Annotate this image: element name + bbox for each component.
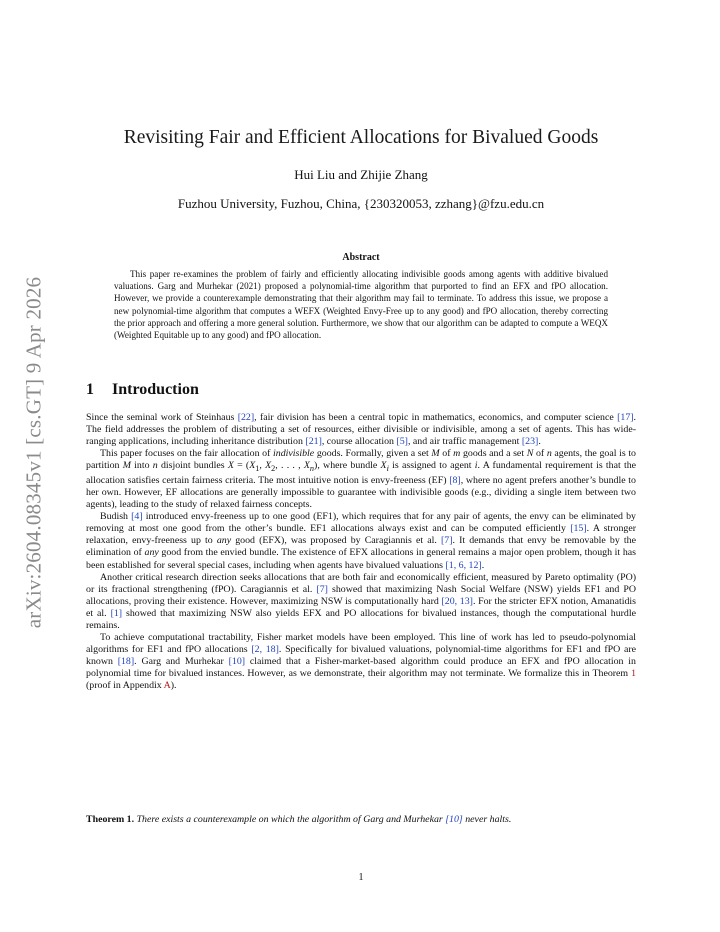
- citation-link[interactable]: [15]: [570, 523, 587, 535]
- introduction-body: [86, 412, 636, 692]
- paragraph-2: This paper focuses on the fair allocation of indivisible goods. Formally, given a set M of m goods and a set N of n agents, the goal is to partition M into n disjoint bundles $X = (X_1$, $X_2$, . . . , $X_n$), where bundle $X_i$ is assigned to agent i. A fundamental requirement is that the allocation satisfies certain fairness criteria. The most intuitive notion is envy-freeness (EF) [8], where no agent prefers another’s bundle to her own. However, EF allocations are generally impossible to guarantee with indivisible goods (e.g., dividing a single item between two agents), leading to the study of relaxed fairness concepts.: [86, 448, 637, 511]
- citation-link[interactable]: [22]: [237, 412, 255, 423]
- citation-link[interactable]: [7]: [440, 535, 453, 547]
- section-number: 1: [86, 381, 94, 398]
- section-title: Introduction: [112, 381, 199, 398]
- abstract-body: [114, 268, 608, 341]
- theorem-statement: There exists a counterexample on which the algorithm of Garg and Murhekar [10] never halts.: [136, 814, 512, 825]
- citation-link[interactable]: [4]: [131, 511, 143, 523]
- citation-link[interactable]: [5]: [396, 436, 408, 448]
- paragraph-1: Since the seminal work of Steinhaus [22], fair division has been a central topic in mathematics, economics, and computer science [17]. The field addresses the problem of distributing a set of resources, either divisible or indivisible, among a set of agents. This has wide-ranging applications, including inheritance distribution [21], course allocation [5], and air traffic management [23].: [86, 412, 637, 448]
- paragraph-4: Another critical research direction seeks allocations that are both fair and economically efficient, measured by Pareto optimality (PO) or its fractional strengthening (fPO). Caragiannis et al. [7] showed that maximizing Nash Social Welfare (NSW) yields EF1 and PO allocations, proving their existence. However, maximizing NSW is computationally hard [20, 13]. For the stricter EFX notion, Amanatidis et al. [1] showed that maximizing NSW also yields EFX and PO allocations for bivalued instances, though the computational hurdle remains.: [86, 571, 637, 631]
- paragraph-5: To achieve computational tractability, Fisher market models have been employed. This line of work has led to pseudo-polynomial algorithms for EF1 and fPO allocations [2, 18]. Specifically for bivalued valuations, polynomial-time algorithms for EF1 and fPO are known [18]. Garg and Murhekar [10] claimed that a Fisher-market-based algorithm could produce an EFX and fPO allocation in polynomial time for bivalued instances. However, as we demonstrate, their algorithm may not terminate. We formalize this in Theorem 1 (proof in Appendix A).: [86, 631, 637, 691]
- citation-link[interactable]: [10]: [445, 814, 463, 825]
- section-heading: [86, 381, 636, 399]
- citation-link[interactable]: [2, 18]: [251, 643, 279, 655]
- citation-link[interactable]: [8]: [449, 475, 461, 487]
- citation-link[interactable]: [20, 13]: [441, 595, 473, 607]
- paper-affiliation: Fuzhou University, Fuzhou, China, {230320053, zzhang}@fzu.edu.cn: [177, 196, 545, 211]
- paper-title: Revisiting Fair and Efficient Allocations for Bivalued Goods: [123, 127, 599, 148]
- abstract-text: This paper re-examines the problem of fairly and efficiently allocating indivisible goods among agents with additive bivalued valuations. Garg and Murhekar (2021) proposed a polynomial-time algorithm that purported to find an EFX and fPO allocation. However, we provide a counterexample demonstrating that their algorithm may fail to terminate. To address this issue, we propose a new polynomial-time algorithm that computes a WEFX (Weighted Envy-Free up to any good) and fPO allocation, thereby correcting the prior approach and offering a more general solution. Furthermore, we show that our algorithm can be adapted to compute a WEQX (Weighted Equitable up to any good) and fPO allocation.: [114, 269, 608, 341]
- paragraph-3: Budish [4] introduced envy-freeness up to one good (EF1), which requires that for any pair of agents, the envy can be eliminated by removing at most one good from the other’s bundle. EF1 allocations always exist and can be computed efficiently [15]. A stronger relaxation, envy-freeness up to any good (EFX), was proposed by Caragiannis et al. [7]. It demands that envy be removable by the elimination of any good from the envied bundle. The existence of EFX allocations in general remains a major open problem, though it has been established for several special cases, including when agents have bivalued valuations [1, 6, 12].: [86, 511, 636, 571]
- arxiv-identifier-text: arXiv:2604.08345v1 [cs.GT] 9 Apr 2026: [21, 276, 46, 628]
- citation-link[interactable]: [23]: [521, 436, 539, 448]
- citation-link[interactable]: [21]: [305, 436, 322, 448]
- paper-authors: Hui Liu and Zhijie Zhang: [294, 167, 428, 182]
- citation-link[interactable]: [1]: [110, 607, 123, 619]
- citation-link[interactable]: [10]: [228, 655, 246, 667]
- appendix-reference-link[interactable]: A: [163, 680, 171, 691]
- abstract-heading: Abstract: [342, 252, 380, 263]
- theorem-reference-link[interactable]: 1: [631, 667, 636, 679]
- citation-link[interactable]: [1, 6, 12]: [445, 559, 482, 571]
- citation-link[interactable]: [7]: [316, 583, 328, 595]
- citation-link[interactable]: [18]: [117, 655, 135, 667]
- page-number: 1: [358, 872, 364, 883]
- arxiv-identifier-stamp: [4, 262, 64, 642]
- citation-link[interactable]: [17]: [617, 412, 634, 423]
- theorem-1: [86, 814, 636, 826]
- theorem-label: Theorem 1.: [86, 814, 135, 825]
